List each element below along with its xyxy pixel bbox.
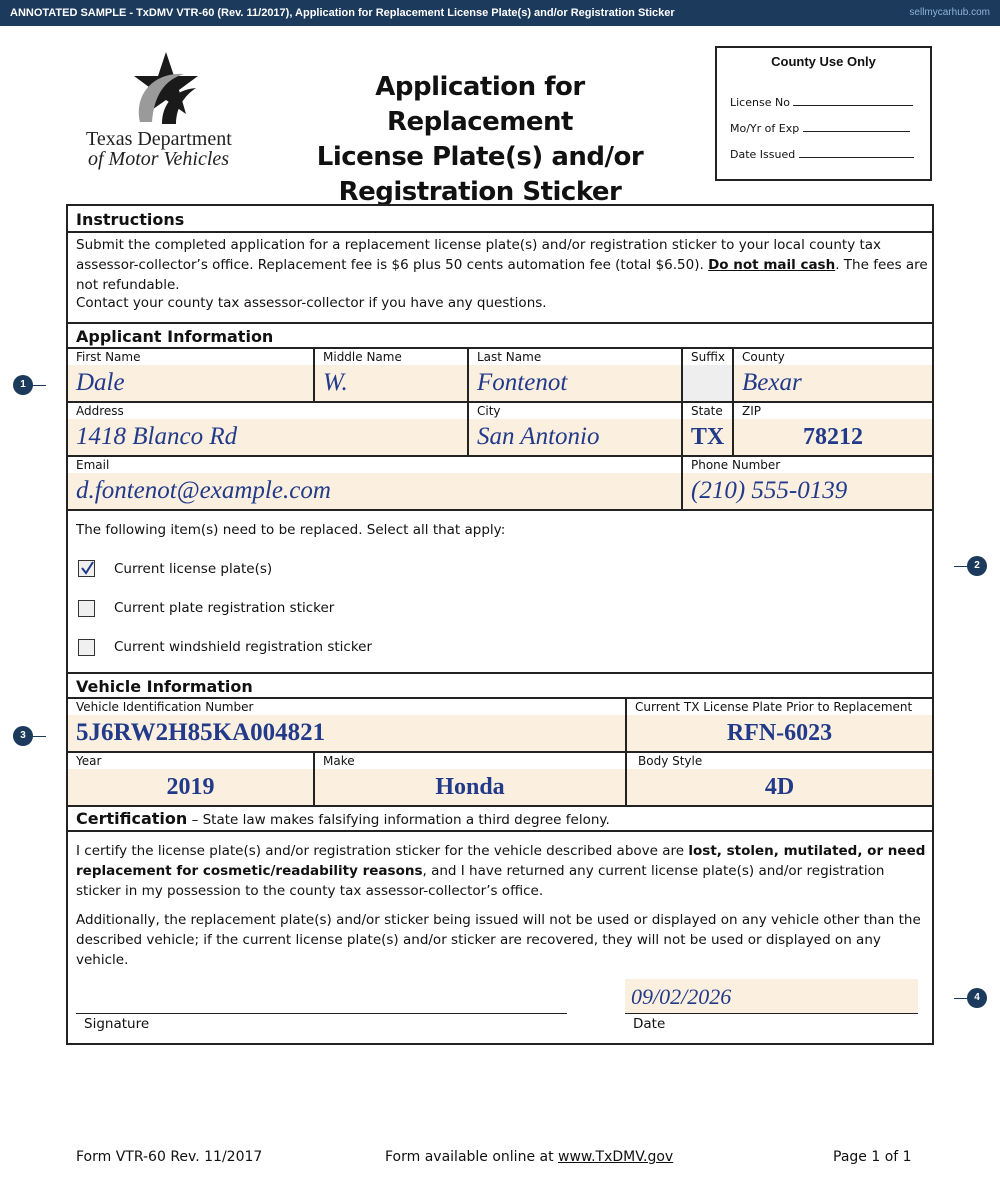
exp-label: Mo/Yr of Exp [730,122,800,135]
marker-4-connector [954,998,968,999]
annotation-marker-1[interactable]: 1 [13,375,33,395]
middle-name-value: W. [323,369,348,396]
title-line-2: License Plate(s) and/or [316,142,644,172]
county-field[interactable] [734,349,932,401]
plate-label: Current TX License Plate Prior to Replacement [635,700,913,714]
certification-subheading: – State law makes falsifying information a third degree felony. [187,812,610,828]
address-field[interactable] [68,403,467,455]
make-value: Honda [435,774,505,800]
email-label: Email [76,458,110,472]
footer-page-number: Page 1 of 1 [833,1149,912,1165]
banner-title: ANNOTATED SAMPLE - TxDMV VTR-60 (Rev. 11/2017), Application for Replacement License Plate(s) and/or Registration Sticker [10,7,675,19]
instructions-para1: Submit the completed application for a replacement license plate(s) and/or registration sticker to your local county tax assessor-collector’s office. Replacement fee is $6 plus 50 cents automation fee (total $6.50). [76,237,882,273]
phone-label: Phone Number [691,458,781,472]
suffix-field[interactable] [683,349,732,401]
logo-line-2 [88,148,229,171]
certification-heading-row [76,809,610,828]
plate-sticker-checkbox[interactable] [78,600,95,617]
address-label: Address [76,404,124,418]
year-field[interactable] [68,753,313,805]
txdmv-logo [80,50,255,175]
date-field[interactable] [625,979,918,1013]
vin-label: Vehicle Identification Number [76,700,254,714]
license-no-line [730,96,913,109]
instructions-heading: Instructions [76,210,185,229]
first-name-label: First Name [76,350,141,364]
banner-site-link[interactable]: sellmycarhub.com [909,7,990,18]
body-style-value: 4D [764,774,795,800]
annotation-marker-4[interactable]: 4 [967,988,987,1008]
marker-2-connector [954,566,968,567]
middle-name-label: Middle Name [323,350,402,364]
city-label: City [477,404,501,418]
footer-form-id: Form VTR-60 Rev. 11/2017 [76,1149,263,1165]
county-use-heading: County Use Only [771,54,876,69]
plate-value: RFN-6023 [726,720,833,746]
make-label: Make [323,754,355,768]
make-field[interactable] [315,753,625,805]
first-name-field[interactable] [68,349,313,401]
date-value: 09/02/2026 [631,984,732,1009]
address-value: 1418 Blanco Rd [76,423,238,450]
cert-p1-start: I certify the license plate(s) and/or registration sticker for the vehicle described above are [76,843,689,859]
star-logo-icon [122,50,202,128]
email-field[interactable] [68,457,681,509]
certification-heading: Certification [76,809,188,828]
top-banner [0,0,1000,26]
license-no-label: License No [730,96,790,109]
applicant-heading: Applicant Information [76,327,274,346]
vehicle-heading: Vehicle Information [76,677,253,696]
state-label: State [691,404,723,418]
annotation-marker-2[interactable]: 2 [967,556,987,576]
plate-sticker-option: Current plate registration sticker [114,600,335,616]
cert-p1-bold: lost, stolen, mutilated, or need replacement for cosmetic/readability reasons [76,843,926,879]
date-label: Date [633,1016,666,1032]
license-plate-option: Current license plate(s) [114,561,273,577]
last-name-field[interactable] [469,349,681,401]
logo-line-1: Texas Department [86,128,232,150]
state-value: TX [690,424,725,450]
marker-3-connector [32,736,46,737]
instructions-para1-end: . The fees are not refundable. [76,257,928,293]
replace-prompt: The following item(s) need to be replaced. Select all that apply: [76,522,506,538]
year-value: 2019 [166,774,215,800]
annotation-marker-3[interactable]: 3 [13,726,33,746]
date-issued-label: Date Issued [730,148,796,161]
plate-field[interactable] [627,699,932,751]
instructions-text [76,235,928,295]
license-plate-checkbox[interactable] [78,560,95,577]
certification-para-1 [76,841,926,901]
title-line-1: Application for Replacement [375,72,585,137]
zip-value: 78212 [803,424,863,450]
cert-p1-end: , and I have returned any current license plate(s) and/or registration sticker in my possession to the county tax assessor-collector’s office. [76,863,885,899]
last-name-label: Last Name [477,350,542,364]
county-value: Bexar [742,369,802,396]
certification-para-2: Additionally, the replacement plate(s) and/or sticker being issued will not be used or displayed on any vehicle other than the described vehicle; if the current license plate(s) and/or sticker are recovered, they will not be used or displayed on any vehicle. [76,912,921,968]
zip-label: ZIP [742,404,761,418]
windshield-sticker-option: Current windshield registration sticker [114,639,373,655]
phone-value: (210) 555-0139 [691,477,848,504]
email-value: d.fontenot@example.com [76,477,331,504]
checkmark-icon [80,561,94,575]
city-value: San Antonio [477,423,600,450]
first-name-value: Dale [76,369,125,396]
no-cash-notice: Do not mail cash [708,257,836,273]
signature-label: Signature [84,1016,150,1032]
phone-field[interactable] [683,457,932,509]
last-name-value: Fontenot [477,369,568,396]
date-line [625,1013,918,1014]
zip-field[interactable] [734,403,932,455]
windshield-sticker-checkbox[interactable] [78,639,95,656]
exp-line [730,122,910,135]
marker-1-connector [32,385,46,386]
state-field[interactable] [683,403,732,455]
body-style-label: Body Style [638,754,703,768]
suffix-label: Suffix [691,350,725,364]
county-use-box [715,46,932,181]
logo-line-2-text: of Motor Vehicles [88,148,230,170]
year-label: Year [76,754,102,768]
body-style-field[interactable] [627,753,932,805]
middle-name-field[interactable] [315,349,467,401]
page-title [290,70,670,210]
vin-value: 5J6RW2H85KA004821 [76,719,326,746]
city-field[interactable] [469,403,681,455]
instructions-contact: Contact your county tax assessor-collector if you have any questions. [76,295,547,311]
vin-field[interactable] [68,699,625,751]
date-issued-line [730,148,914,161]
footer-online-prefix: Form available online at [385,1149,559,1165]
txdmv-link[interactable]: www.TxDMV.gov [558,1149,674,1165]
application-form [66,204,934,1045]
footer-online [385,1149,673,1165]
county-label: County [742,350,785,364]
title-line-3: Registration Sticker [338,177,622,207]
signature-line[interactable] [76,1013,567,1014]
